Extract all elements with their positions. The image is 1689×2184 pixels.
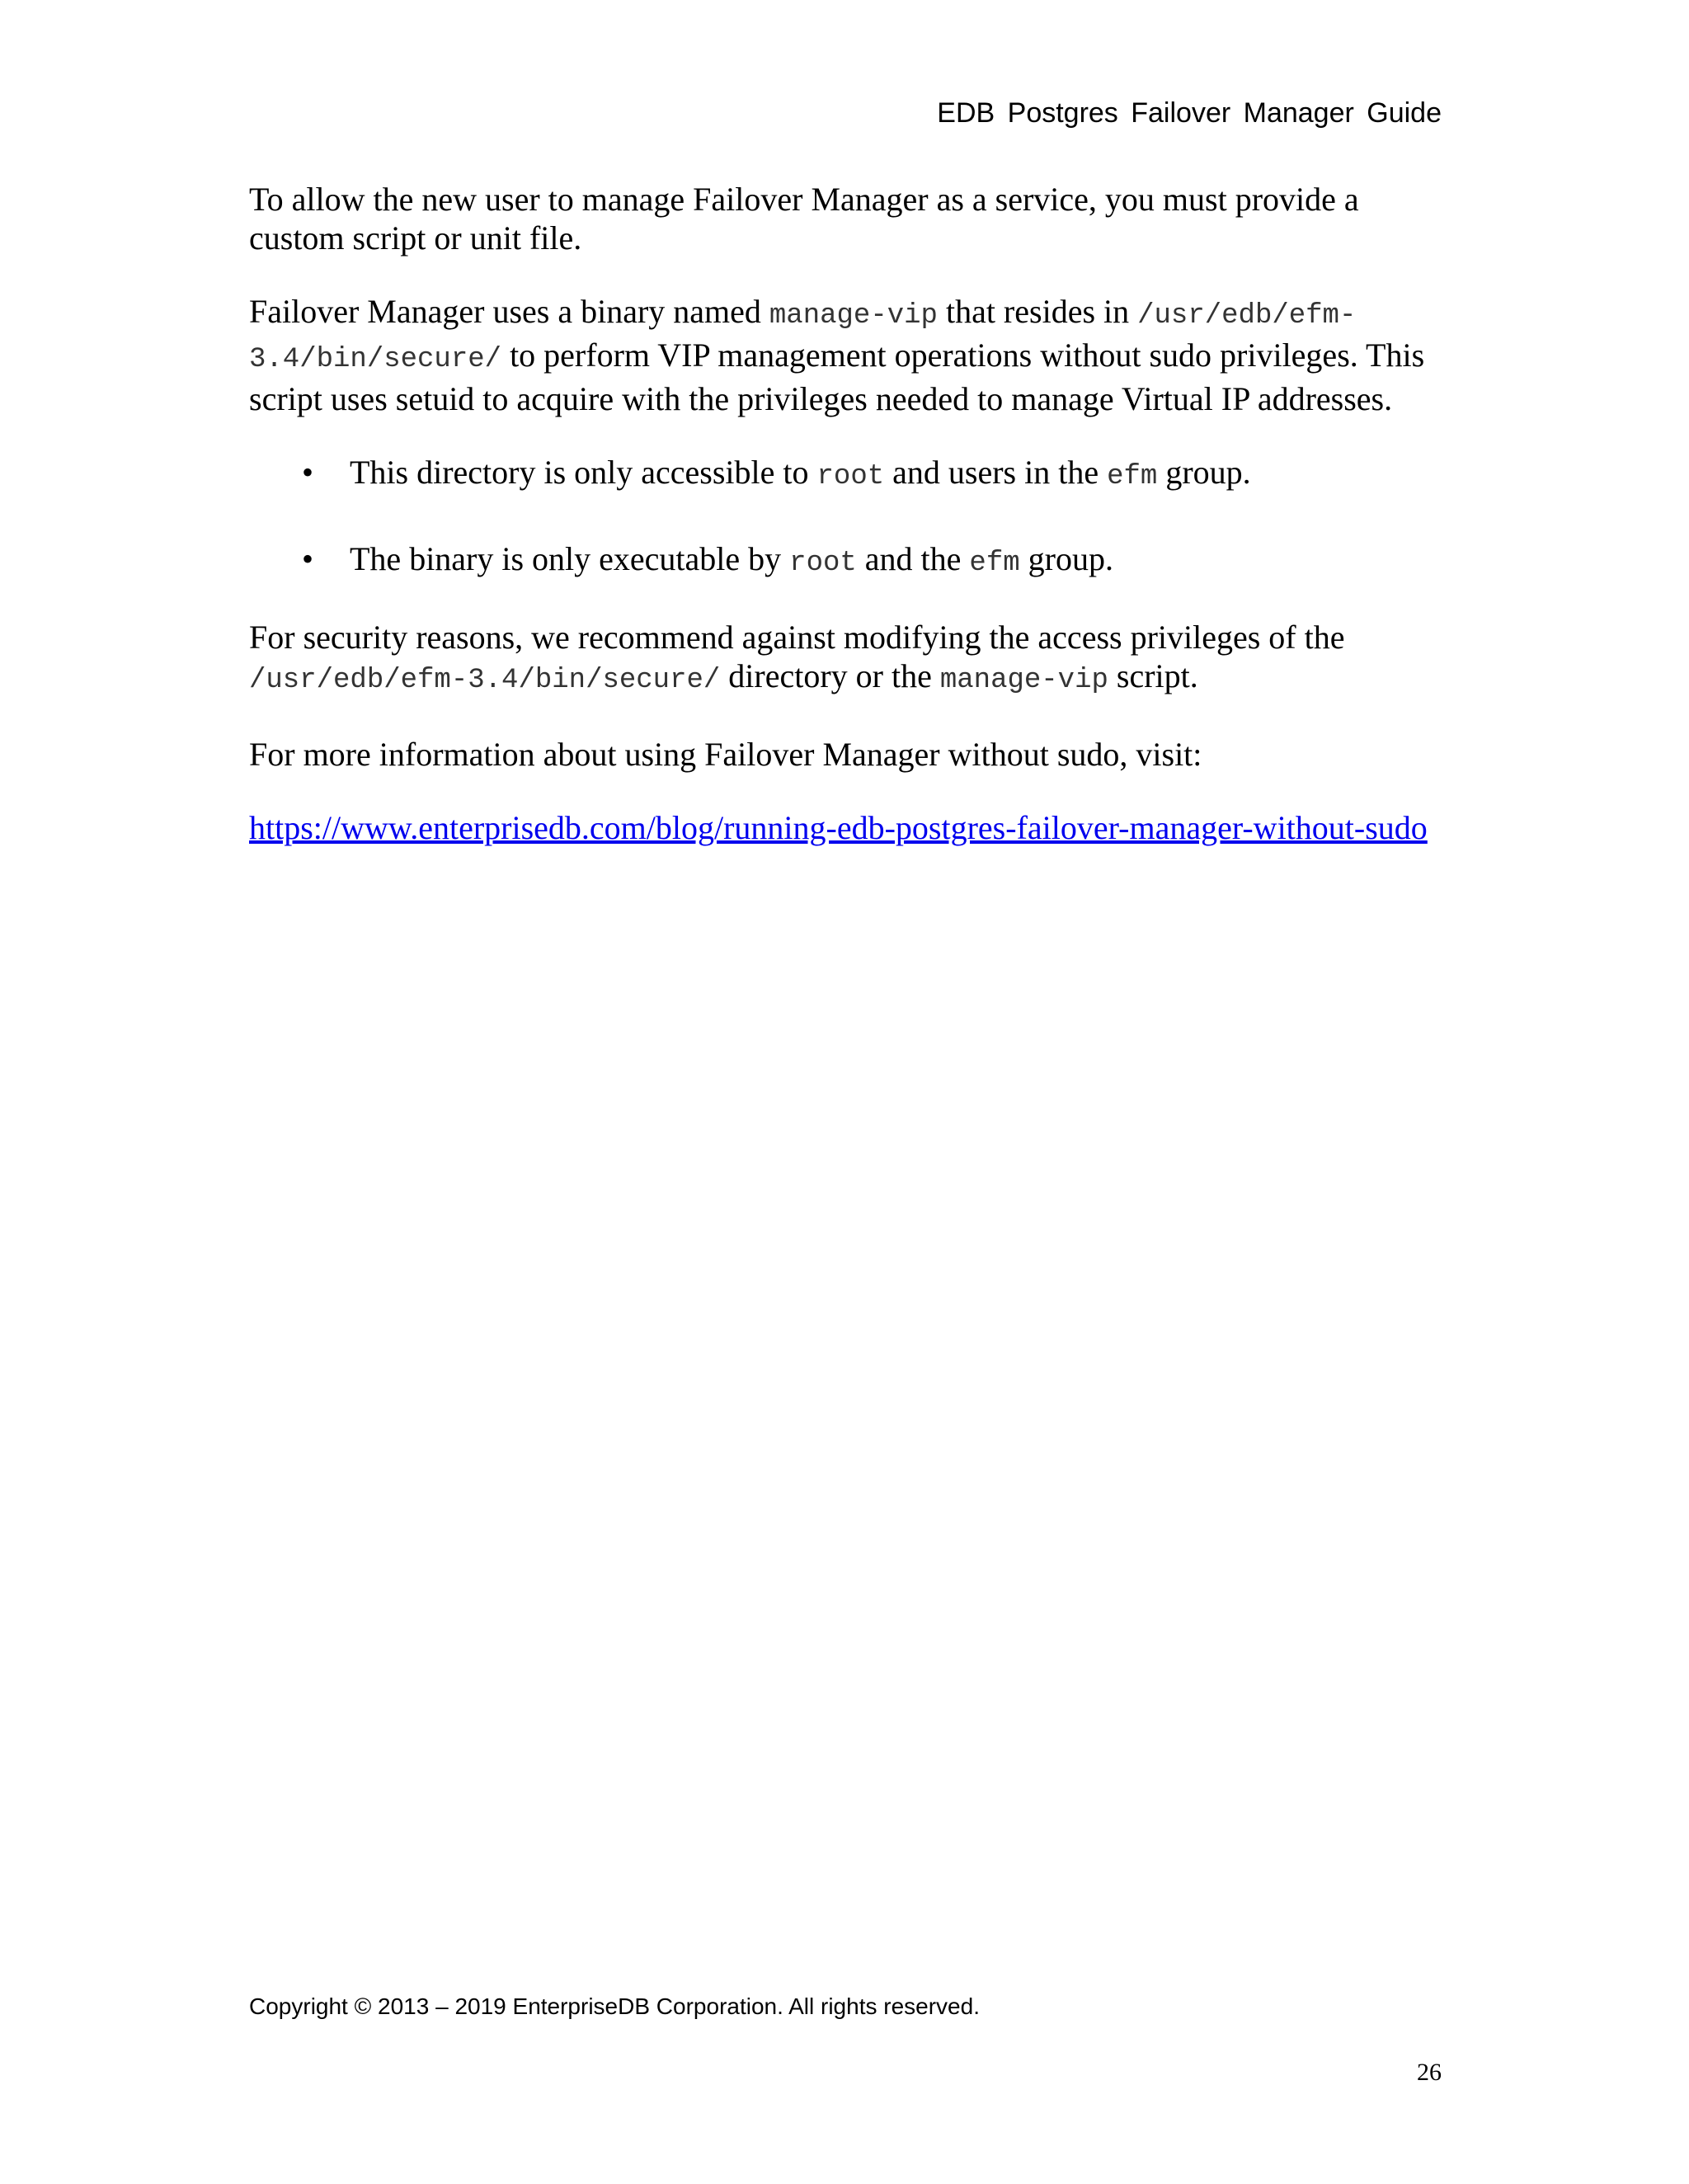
code-manage-vip: manage-vip [939,665,1108,696]
text-segment: script. [1108,657,1198,694]
running-header: EDB Postgres Failover Manager Guide [937,97,1442,129]
blog-link[interactable]: https://www.enterprisedb.com/blog/running-edb-postgres-failover-manager-without-sudo [249,809,1428,846]
code-root: root [816,461,885,492]
bullet-list [249,453,1445,583]
bullet-item-directory-access [249,453,1445,497]
page-content [249,180,1445,882]
text-segment: and users in the [884,454,1108,491]
footer-copyright: Copyright © 2013 – 2019 EnterpriseDB Corporation. All rights reserved. [249,1993,980,2019]
text-segment: For security reasons, we recommend against modifying the access privileges of the [249,619,1345,656]
code-manage-vip: manage-vip [769,300,938,332]
code-efm: efm [969,548,1020,579]
text-segment: group. [1019,540,1113,577]
bullet-icon: • [302,454,314,491]
text-segment: group. [1157,454,1251,491]
paragraph-link [249,808,1445,847]
text-segment: Failover Manager uses a binary named [249,293,769,330]
text-segment: that resides in [937,293,1138,330]
bullet-icon: • [302,540,314,577]
text-segment: This directory is only accessible to [350,454,817,491]
page-number: 26 [1417,2059,1442,2086]
bullet-item-binary-executable [249,539,1445,583]
text-segment: The binary is only executable by [350,540,790,577]
code-root: root [789,548,857,579]
text-segment: directory or the [720,657,940,694]
code-efm: efm [1107,461,1158,492]
paragraph-more-info: For more information about using Failover Manager without sudo, visit: [249,736,1202,773]
paragraph-service-script: To allow the new user to manage Failover Manager as a service, you must provide a custom script or unit file. [249,181,1359,257]
code-secure-path: /usr/edb/efm-3.4/bin/secure/ [249,665,721,696]
paragraph-security [249,618,1445,700]
text-segment: and the [856,540,970,577]
paragraph-manage-vip [249,292,1445,418]
code-secure-path: /usr/edb/efm-3.4/bin/secure/ [249,300,1357,375]
text-segment: to perform VIP management operations without sudo privileges. This script uses setuid to acquire with the privileges needed to manage Virtual IP addresses. [249,337,1425,417]
